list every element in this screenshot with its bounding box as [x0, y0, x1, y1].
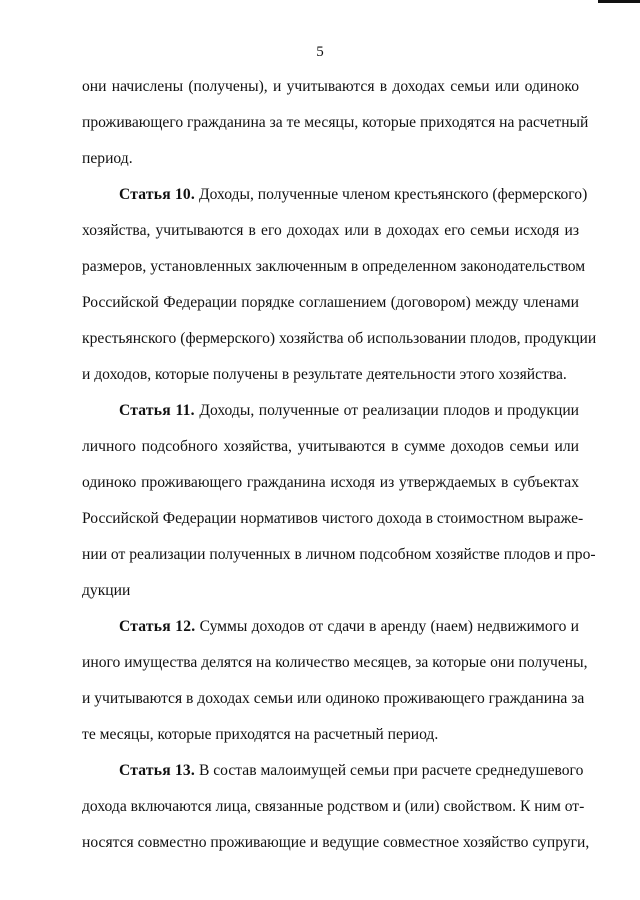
- paragraph-line: дохода включаются лица, связанные родством и (или) свойством. К ним от-: [82, 798, 585, 815]
- paragraph-line: те месяцы, которые приходятся на расчетный период.: [82, 726, 439, 743]
- paragraph-line: крестьянского (фермерского) хозяйства об использовании плодов, продукции: [82, 330, 597, 347]
- paragraph-line: личного подсобного хозяйства, учитываются в сумме доходов семьи или: [82, 438, 579, 455]
- paragraph-line: и доходов, которые получены в результате деятельности этого хозяйства.: [82, 366, 567, 383]
- page-corner-mark: [598, 0, 640, 3]
- article-12-label: Статья 12.: [119, 618, 196, 635]
- paragraph-line: и учитываются в доходах семьи или одиноко проживающего гражданина за: [82, 690, 585, 707]
- paragraph-line: проживающего гражданина за те месяцы, которые приходятся на расчетный: [82, 114, 589, 131]
- paragraph-line: период.: [82, 150, 133, 167]
- paragraph-line: иного имущества делятся на количество месяцев, за которые они получены,: [82, 654, 588, 671]
- article-13-text: В состав малоимущей семьи при расчете среднедушевого: [198, 762, 584, 779]
- paragraph-line: Российской Федерации порядке соглашением (договором) между членами: [82, 294, 579, 311]
- paragraph-line: одиноко проживающего гражданина исходя из утверждаемых в субъектах: [82, 474, 579, 491]
- paragraph-line: они начислены (получены), и учитываются в доходах семьи или одиноко: [82, 78, 579, 95]
- paragraph-line: нии от реализации полученных в личном подсобном хозяйстве плодов и про-: [82, 546, 596, 563]
- paragraph-line: хозяйства, учитываются в его доходах или в доходах его семьи исходя из: [82, 222, 579, 239]
- article-13-label: Статья 13.: [119, 762, 196, 779]
- article-10-label: Статья 10.: [119, 186, 196, 203]
- article-12-text: Суммы доходов от сдачи в аренду (наем) недвижимого и: [199, 618, 579, 635]
- paragraph-line: размеров, установленных заключенным в определенном законодательством: [82, 258, 586, 275]
- page-number: 5: [316, 44, 324, 60]
- paragraph-line: Российской Федерации нормативов чистого дохода в стоимостном выраже-: [82, 510, 584, 527]
- article-10-first-line: [119, 185, 588, 205]
- article-10-text: Доходы, полученные членом крестьянского (фермерского): [198, 186, 588, 203]
- paragraph-line: дукции: [82, 582, 131, 599]
- paragraph-line: носятся совместно проживающие и ведущие совместное хозяйство супруги,: [82, 834, 590, 851]
- article-12-first-line: [119, 617, 579, 637]
- article-11-text: Доходы, полученные от реализации плодов и продукции: [199, 402, 580, 419]
- article-13-first-line: [119, 761, 584, 781]
- article-11-first-line: [119, 401, 579, 421]
- article-11-label: Статья 11.: [119, 402, 195, 419]
